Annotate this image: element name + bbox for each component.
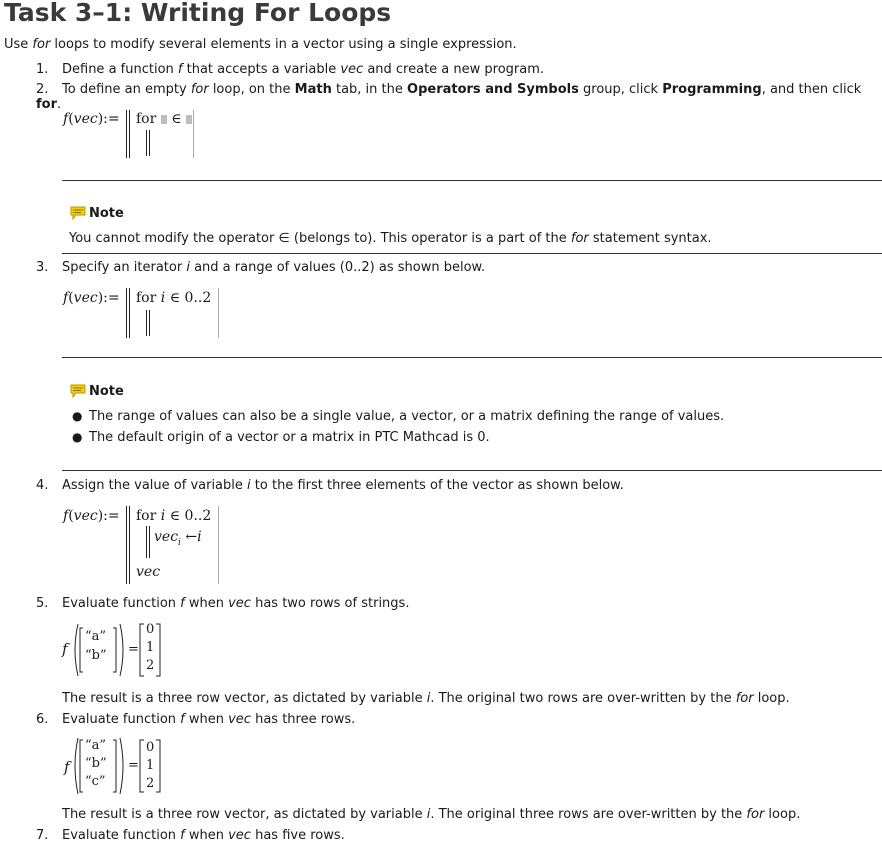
matrix-cell: “c” [85, 774, 106, 789]
step-4: 4. Assign the value of variable i to the first three elements of the vector as shown below. [36, 478, 624, 493]
intro-text: Use for loops to modify several elements in a vector using a single expression. [4, 37, 517, 52]
step-2: 2. To define an empty for loop, on the Math tab, in the Operators and Symbols group, click Programming, and then click for. [36, 82, 862, 112]
for-statement: for i ∈ 0..2 [136, 290, 212, 306]
result-text: The result is a three row vector, as dictated by variable i. The original two rows are over-written by the for loop. [62, 691, 790, 706]
loop-body-bar [149, 310, 150, 336]
step-6: 6. Evaluate function f when vec has three rows. [36, 712, 356, 727]
loop-body-bar [146, 130, 147, 156]
note-bullet: ● The range of values can also be a single value, a vector, or a matrix defining the range of values. [72, 409, 725, 424]
note-text: You cannot modify the operator ∈ (belongs to). This operator is a part of the for statement syntax. [69, 231, 712, 246]
matrix-cell: 1 [146, 640, 155, 655]
matrix-cell: “a” [85, 738, 107, 753]
vec-assignment: vec$_i$ ←i [154, 529, 202, 548]
result-text: The result is a three row vector, as dictated by variable i. The original three rows are over-written by the for loop. [62, 807, 801, 822]
matrix-cell: 0 [146, 622, 155, 637]
divider [62, 180, 882, 181]
equals-sign: = [128, 758, 139, 773]
loop-body-bar [146, 310, 147, 336]
note-heading: Note [70, 384, 124, 399]
matrix-cell: 2 [146, 658, 155, 673]
program-bar [129, 506, 130, 584]
page-title: Task 3–1: Writing For Loops [4, 0, 392, 27]
program-bar [126, 506, 127, 584]
program-bar [126, 288, 127, 338]
note-icon [70, 384, 86, 398]
for-statement: for ∈ [136, 111, 192, 127]
step-5: 5. Evaluate function f when vec has two rows of strings. [36, 596, 410, 611]
matrix-cell: 2 [146, 776, 155, 791]
matrix-cell: 0 [146, 740, 155, 755]
math-for-range: f(vec):= [63, 290, 120, 306]
program-bar [129, 288, 130, 338]
region-edge [218, 506, 219, 584]
function-name: f [64, 758, 70, 776]
step-1: 1. Define a function f that accepts a variable vec and create a new program. [36, 62, 545, 77]
function-name: f [62, 640, 68, 658]
region-edge [218, 288, 219, 338]
step-7: 7. Evaluate function f when vec has five rows. [36, 828, 345, 843]
divider [62, 253, 882, 254]
loop-body-bar [149, 526, 150, 558]
matrix-cell: “b” [85, 756, 107, 771]
program-bar [126, 110, 127, 158]
for-statement: for i ∈ 0..2 [136, 508, 212, 524]
loop-body-bar [146, 526, 147, 558]
matrix-cell: “a” [85, 629, 107, 644]
matrix-cell: “b” [85, 648, 107, 663]
return-vec: vec [136, 564, 161, 580]
step-3: 3. Specify an iterator i and a range of values (0..2) as shown below. [36, 260, 486, 275]
divider [62, 470, 882, 471]
program-bar [129, 110, 130, 158]
divider [62, 357, 882, 358]
equals-sign: = [128, 642, 139, 657]
note-icon [70, 206, 86, 220]
math-empty-for-loop: f(vec):= [63, 111, 120, 127]
matrix-cell: 1 [146, 758, 155, 773]
loop-body-bar [149, 130, 150, 156]
math-assign-loop: f(vec):= [63, 508, 120, 524]
note-bullet: ● The default origin of a vector or a matrix in PTC Mathcad is 0. [72, 430, 490, 445]
note-heading: Note [70, 206, 124, 221]
region-edge [193, 110, 194, 158]
